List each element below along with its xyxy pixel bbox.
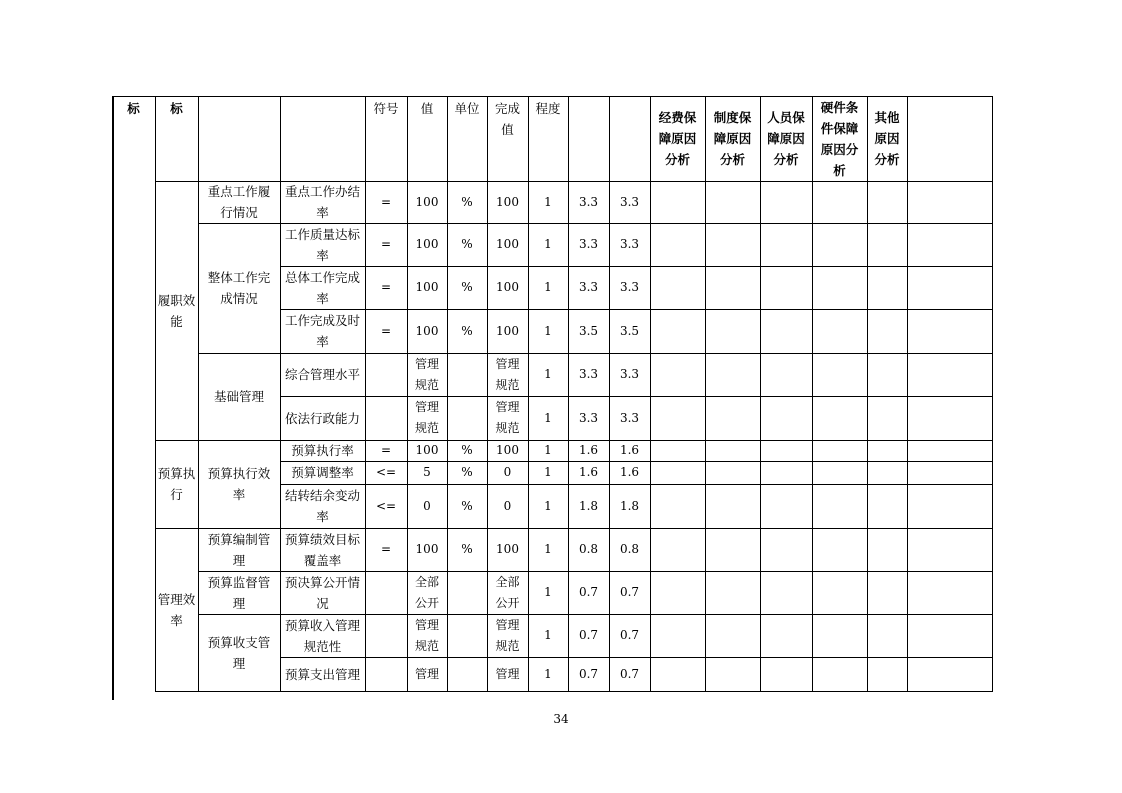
unit-cell (447, 396, 487, 440)
level1-indicator: 履职效 能 (157, 292, 196, 329)
weight-cell: 3.3 (578, 280, 599, 294)
score-cell: 3.3 (619, 237, 640, 251)
sign-cell (365, 396, 407, 440)
actual-value-cell: 全部 公开 (495, 574, 520, 610)
column-rule (198, 96, 199, 692)
indicator-name: 总体工作完成 率 (284, 269, 360, 306)
table-left-border (112, 96, 114, 700)
actual-value-cell: 管理 规范 (495, 617, 520, 653)
target-value-cell: 全部 公开 (414, 574, 439, 610)
target-value-cell: 管理 规范 (414, 617, 439, 653)
row-rule (280, 657, 993, 658)
score-cell: 3.3 (619, 194, 640, 209)
row-rule (198, 353, 993, 354)
level2-indicator: 重点工作履 行情况 (207, 184, 271, 220)
unit-cell: % (461, 323, 473, 338)
sign-cell: = (380, 443, 392, 457)
unit-cell: % (461, 443, 473, 457)
sign-cell (365, 614, 407, 657)
unit-cell: % (461, 465, 473, 479)
column-rule (760, 96, 761, 692)
row-rule (280, 396, 993, 397)
actual-value-cell: 管理 规范 (495, 400, 520, 435)
indicator-name: 工作质量达标 率 (284, 226, 360, 263)
table-bottom-rule (155, 691, 993, 692)
column-rule (487, 96, 488, 692)
target-value-cell: 100 (415, 280, 439, 294)
column-rule (407, 96, 408, 692)
header-staff-reason: 人员保 障原因 分析 (767, 110, 805, 167)
row-rule (155, 528, 993, 529)
header-actual-value: 完成 值 (494, 101, 520, 137)
degree-cell: 1 (544, 367, 552, 381)
indicator-name: 依法行政能力 (284, 410, 360, 426)
degree-cell: 1 (544, 628, 552, 642)
target-value-cell: 管理 (414, 666, 439, 681)
column-rule (568, 96, 569, 692)
score-cell: 0.8 (619, 542, 640, 556)
header-target-value: 值 (420, 101, 434, 116)
actual-value-cell: 管理 规范 (495, 356, 520, 392)
sign-cell (365, 571, 407, 614)
weight-cell: 3.3 (578, 237, 599, 251)
score-cell: 1.6 (619, 443, 640, 457)
indicator-name: 预算绩效目标 覆盖率 (284, 531, 360, 568)
target-value-cell: 管理 规范 (414, 356, 439, 392)
unit-cell (447, 614, 487, 657)
header-other-reason: 其他 原因 分析 (874, 110, 900, 167)
column-rule (447, 96, 448, 692)
sign-cell (365, 353, 407, 396)
weight-cell: 0.7 (578, 585, 599, 599)
indicator-name: 工作完成及时 率 (284, 313, 360, 349)
level1-indicator: 预算执 行 (157, 466, 196, 502)
row-rule (280, 266, 993, 267)
header-funding-reason: 经费保 障原因 分析 (658, 110, 697, 167)
weight-cell: 3.3 (578, 367, 599, 381)
indicator-name: 结转结余变动 率 (284, 488, 360, 524)
weight-cell: 0.8 (578, 542, 599, 556)
score-cell: 0.7 (619, 666, 640, 681)
column-rule (867, 96, 868, 692)
header-degree: 程度 (535, 101, 561, 116)
degree-cell: 1 (544, 585, 552, 599)
target-value-cell: 100 (415, 542, 439, 556)
level1-indicator: 管理效 率 (157, 591, 196, 628)
column-rule (155, 96, 156, 692)
row-rule (280, 309, 993, 310)
sign-cell: = (380, 194, 392, 209)
actual-value-cell: 100 (496, 237, 519, 251)
actual-value-cell: 100 (496, 323, 519, 338)
level2-indicator: 预算收支管 理 (207, 634, 271, 671)
score-cell: 1.6 (619, 465, 640, 479)
row-rule (280, 461, 993, 462)
degree-cell: 1 (544, 666, 552, 681)
weight-cell: 1.6 (578, 443, 599, 457)
level2-indicator: 预算执行效 率 (207, 466, 271, 502)
page-number: 34 (553, 712, 569, 726)
actual-value-cell: 管理 (495, 666, 520, 681)
score-cell: 3.5 (619, 323, 640, 338)
actual-value-cell: 100 (496, 542, 519, 556)
header-level2-label: 标 (170, 101, 183, 116)
weight-cell: 1.8 (578, 498, 599, 513)
indicator-name: 预算收入管理 规范性 (284, 617, 360, 654)
degree-cell: 1 (544, 323, 552, 338)
target-value-cell: 100 (415, 443, 439, 457)
target-value-cell: 0 (423, 498, 431, 513)
header-sign: 符号 (373, 101, 399, 116)
unit-cell: % (461, 237, 473, 251)
column-rule (365, 96, 366, 692)
unit-cell: % (461, 280, 473, 294)
indicator-name: 预算支出管理 (284, 666, 360, 682)
sign-cell: = (380, 323, 392, 338)
actual-value-cell: 0 (503, 498, 512, 513)
column-rule (812, 96, 813, 692)
score-cell: 0.7 (619, 585, 640, 599)
indicator-name: 预算调整率 (291, 465, 354, 480)
target-value-cell: 100 (415, 323, 439, 338)
column-rule (992, 96, 993, 692)
row-rule (280, 484, 993, 485)
target-value-cell: 5 (423, 465, 431, 479)
unit-cell (447, 571, 487, 614)
actual-value-cell: 100 (496, 443, 519, 457)
degree-cell: 1 (544, 410, 552, 425)
actual-value-cell: 100 (496, 280, 519, 294)
column-rule (705, 96, 706, 692)
column-rule (280, 96, 281, 692)
sign-cell: = (380, 280, 392, 294)
indicator-name: 预算执行率 (291, 443, 354, 458)
sign-cell: = (380, 237, 392, 251)
unit-cell: % (461, 498, 473, 513)
target-value-cell: 100 (415, 237, 439, 251)
degree-cell: 1 (544, 280, 552, 294)
score-cell: 3.3 (619, 410, 640, 425)
column-rule (907, 96, 908, 692)
degree-cell: 1 (544, 443, 552, 457)
weight-cell: 0.7 (578, 628, 599, 642)
header-unit: 单位 (454, 101, 480, 116)
sign-cell: <= (375, 465, 397, 479)
degree-cell: 1 (544, 194, 552, 209)
header-level1-label: 标 (127, 101, 140, 116)
degree-cell: 1 (544, 465, 552, 479)
column-rule (609, 96, 610, 692)
actual-value-cell: 100 (496, 194, 519, 209)
row-rule (198, 571, 993, 572)
target-value-cell: 100 (415, 194, 439, 209)
unit-cell (447, 353, 487, 396)
weight-cell: 3.3 (578, 410, 599, 425)
weight-cell: 0.7 (578, 666, 599, 681)
unit-cell: % (461, 542, 473, 556)
weight-cell: 3.3 (578, 194, 599, 209)
unit-cell: % (461, 194, 473, 209)
unit-cell (447, 657, 487, 691)
level2-indicator: 基础管理 (213, 389, 264, 404)
table-top-border (112, 96, 993, 97)
level2-indicator: 整体工作完 成情况 (207, 270, 271, 306)
sign-cell: = (380, 542, 392, 556)
degree-cell: 1 (544, 237, 552, 251)
header-hardware-reason: 硬件条 件保障 原因分 析 (820, 99, 859, 178)
degree-cell: 1 (544, 498, 552, 513)
indicator-name: 预决算公开情 况 (284, 574, 360, 611)
weight-cell: 3.5 (578, 323, 599, 338)
weight-cell: 1.6 (578, 465, 599, 479)
sign-cell: <= (375, 498, 397, 513)
column-rule (650, 96, 651, 692)
score-cell: 3.3 (619, 367, 640, 381)
sign-cell (365, 657, 407, 691)
score-cell: 1.8 (619, 498, 640, 513)
indicator-name: 综合管理水平 (284, 367, 360, 382)
score-cell: 3.3 (619, 280, 640, 294)
row-rule (155, 440, 993, 441)
row-rule (198, 614, 993, 615)
target-value-cell: 管理 规范 (414, 400, 439, 435)
column-rule (528, 96, 529, 692)
actual-value-cell: 0 (503, 465, 512, 479)
indicator-name: 重点工作办结 率 (284, 184, 360, 220)
level2-indicator: 预算编制管 理 (207, 531, 271, 568)
score-cell: 0.7 (619, 628, 640, 642)
header-system-reason: 制度保 障原因 分析 (713, 110, 752, 167)
row-rule (198, 223, 993, 224)
level2-indicator: 预算监督管 理 (207, 574, 271, 611)
degree-cell: 1 (544, 542, 552, 556)
